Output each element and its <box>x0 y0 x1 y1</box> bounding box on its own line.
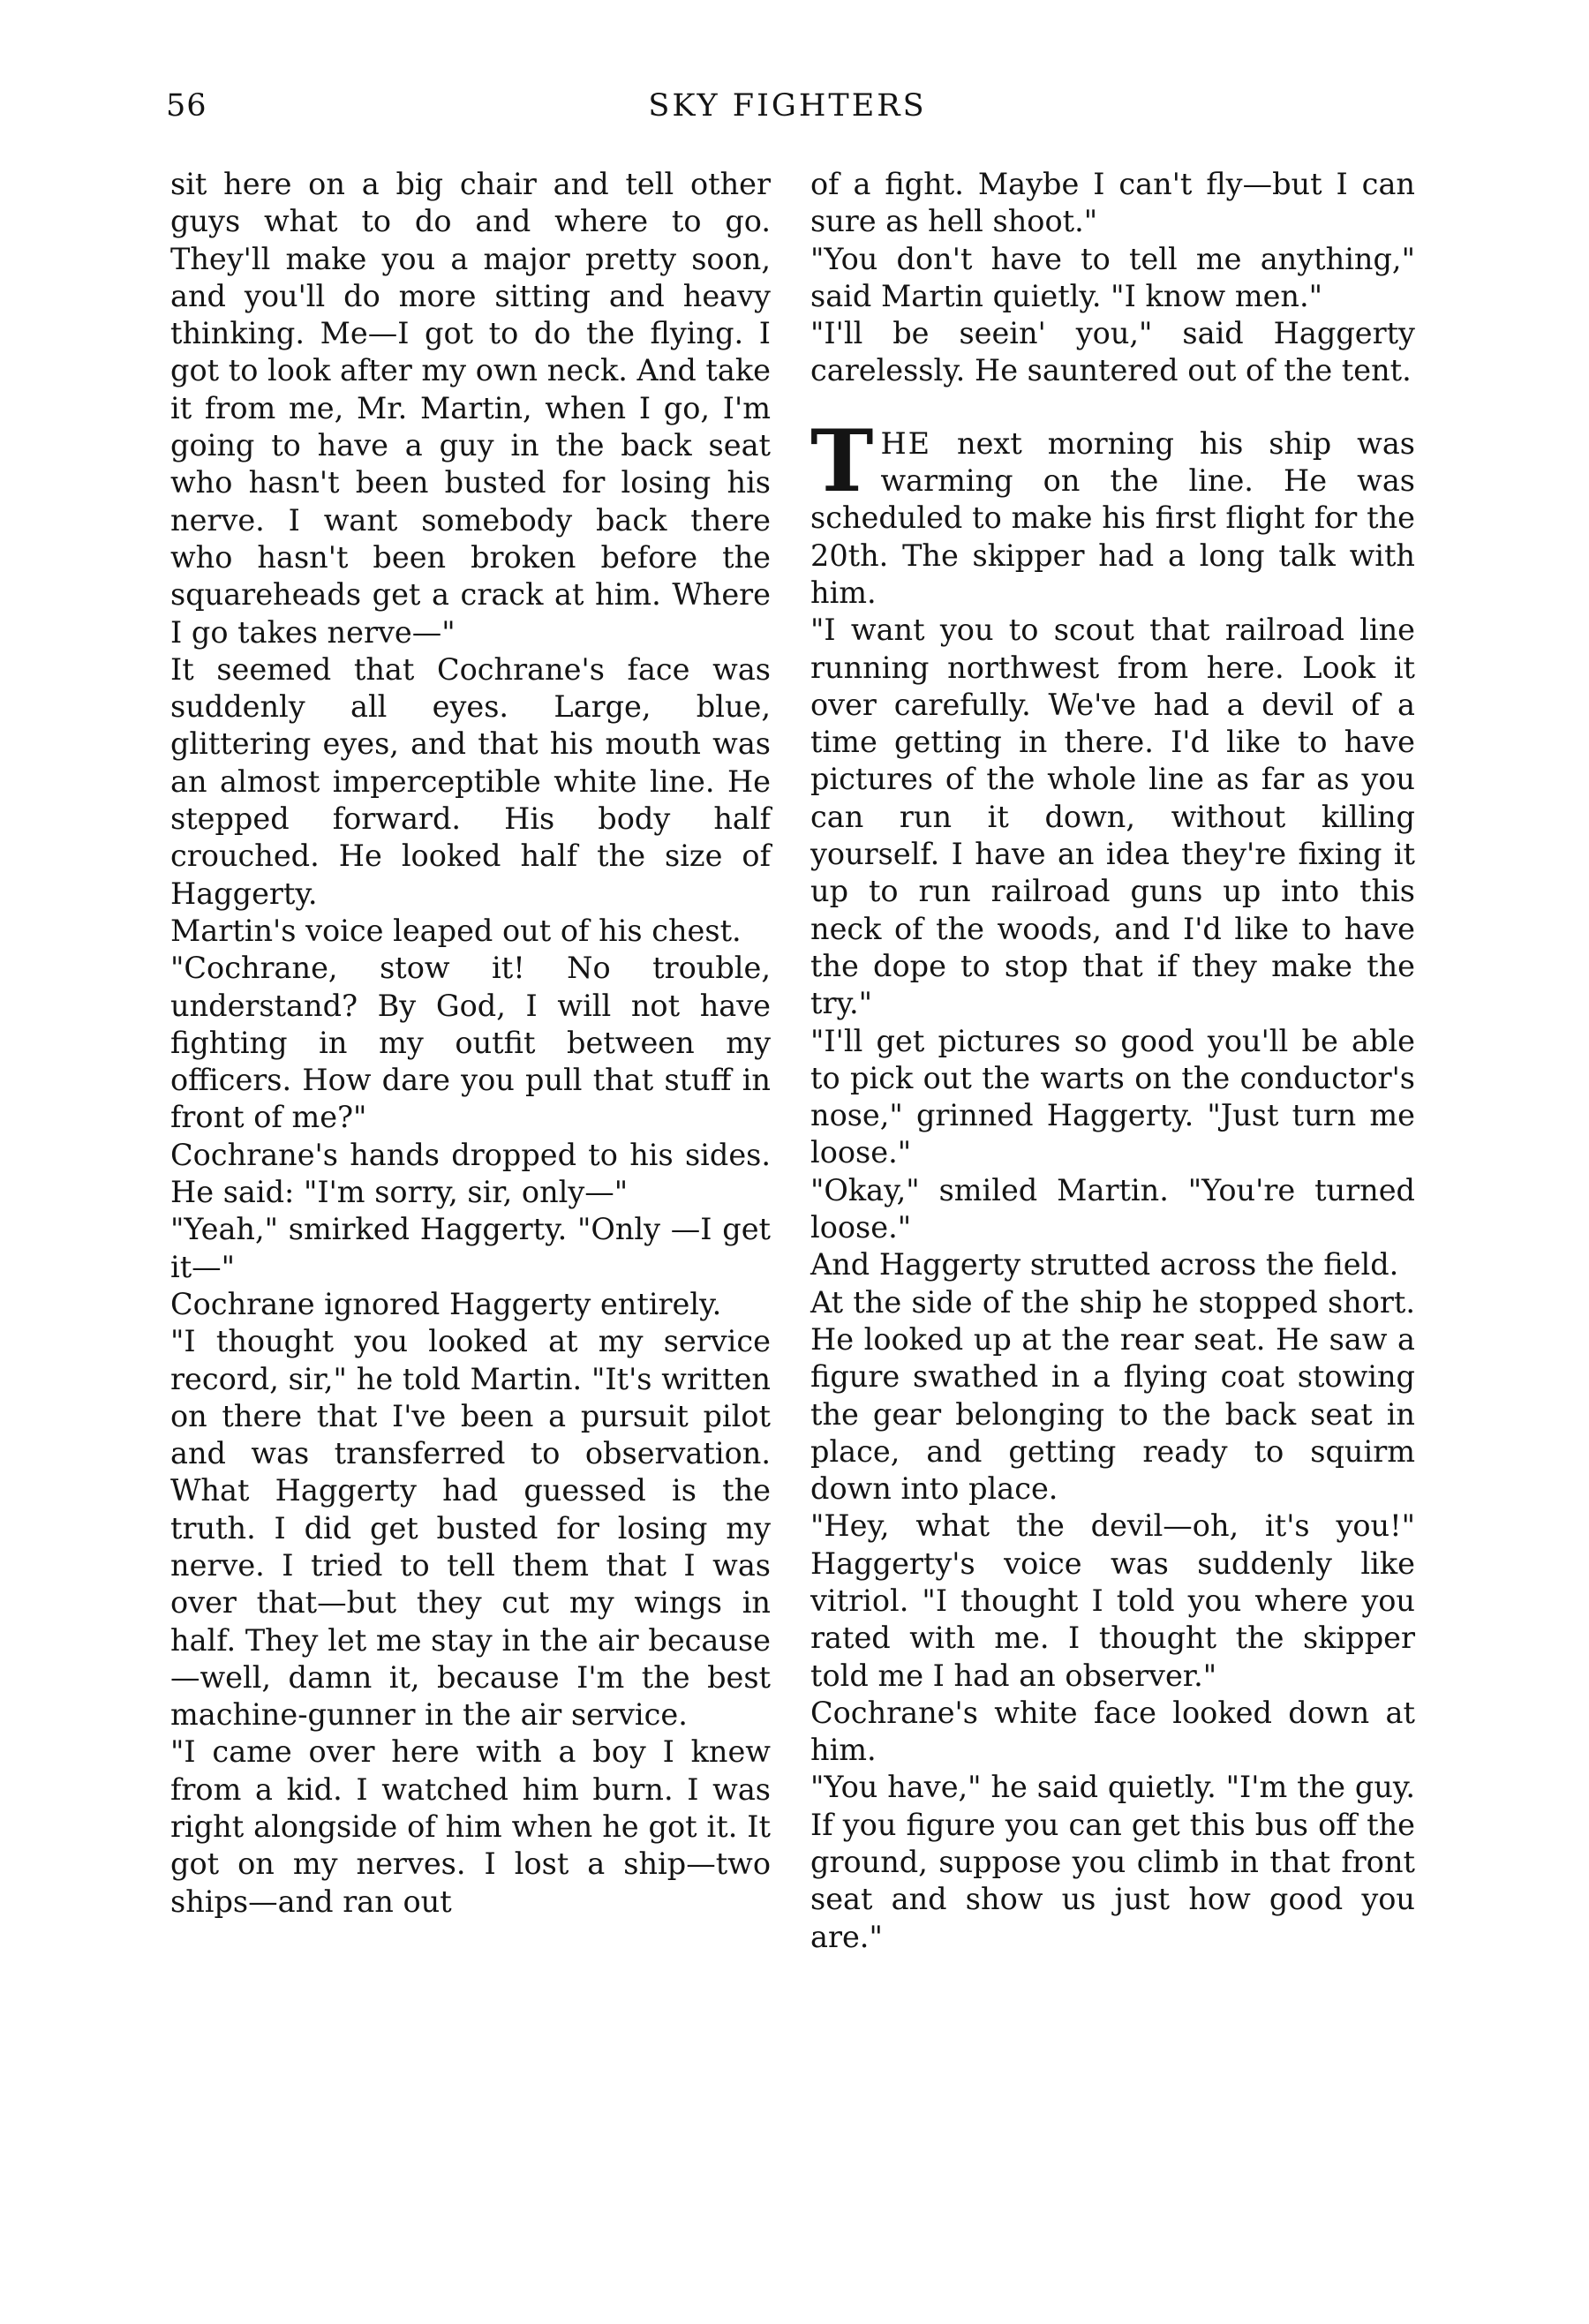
paragraph: Cochrane's hands dropped to his sides. He said: "I'm sorry, sir, only—" <box>170 1137 771 1210</box>
paragraph: "You have," he said quietly. "I'm the guy. If you figure you can get this bus off the ground, suppose you climb in that front seat and show us just how good you are." <box>810 1770 1415 1954</box>
paragraph: "I'll be seein' you," said Haggerty carelessly. He sauntered out of the tent. <box>810 316 1415 388</box>
paragraph: sit here on a big chair and tell other guys what to do and where to go. They'll make you a major pretty soon, and you'll do more sitting and heavy thinking. Me—I got to do the flying. I got to look after my own neck. And take it from me, Mr. Martin, when I go, I'm going to have a guy in the back seat who hasn't been busted for losing his nerve. I want somebody back there who hasn't been broken before the squareheads get a crack at him. Where I go takes nerve—" <box>170 167 771 650</box>
running-title: SKY FIGHTERS <box>648 88 927 124</box>
section-opening-paragraph <box>810 410 1415 612</box>
paragraph: "Hey, what the devil—oh, it's you!" Haggerty's voice was suddenly like vitriol. "I thought I told you where you rated with me. I thought the skipper told me I had an observer." <box>810 1508 1415 1693</box>
paragraph: Cochrane's white face looked down at him. <box>810 1695 1415 1768</box>
drop-cap: T <box>810 410 874 511</box>
paragraph: "You don't have to tell me anything," said Martin quietly. "I know men." <box>810 241 1415 313</box>
paragraph: "I thought you looked at my service record, sir," he told Martin. "It's written on there that I've been a pursuit pilot and was transferred to observation. What Haggerty had guessed is the truth. I did get busted for losing my nerve. I tried to tell them that I was over that—but they cut my wings in half. They let me stay in the air because—well, damn it, because I'm the best machine-gunner in the air service. <box>170 1324 771 1733</box>
paragraph: Cochrane ignored Haggerty entirely. <box>170 1286 722 1321</box>
paragraph: And Haggerty strutted across the field. <box>810 1247 1399 1282</box>
paragraph: "Yeah," smirked Haggerty. "Only —I get it—" <box>170 1212 771 1284</box>
paragraph: "Okay," smiled Martin. "You're turned loose." <box>810 1172 1415 1245</box>
section-opening-text: next morning his ship was warming on the line. He was scheduled to make his first flight for the 20th. The skipper had a long talk with him. <box>810 425 1415 610</box>
right-column <box>810 166 1415 1956</box>
paragraph: At the side of the ship he stopped short. He looked up at the rear seat. He saw a figure swathed in a flying coat stowing the gear belonging to the back seat in place, and getting ready to squirm down into place. <box>810 1284 1415 1507</box>
page-number: 56 <box>166 88 207 124</box>
paragraph: "I'll get pictures so good you'll be able to pick out the warts on the conductor's nose," grinned Haggerty. "Just turn me loose." <box>810 1023 1415 1170</box>
paragraph: "I came over here with a boy I knew from a kid. I watched him burn. I was right alongside of him when he got it. It got on my nerves. I lost a ship—two ships—and ran out <box>170 1734 771 1919</box>
paragraph: "Cochrane, stow it! No trouble, understand? By God, I will not have fighting in my outfit between my officers. How dare you pull that stuff in front of me?" <box>170 951 771 1135</box>
left-column <box>170 166 771 1921</box>
paragraph: "I want you to scout that railroad line running northwest from here. Look it over carefully. We've had a devil of a time getting in there. I'd like to have pictures of the whole line as far as you can run it down, without killing yourself. I have an idea they're fixing it up to run railroad guns up into this neck of the woods, and I'd like to have the dope to stop that if they make the try." <box>810 613 1415 1021</box>
paragraph: of a fight. Maybe I can't fly—but I can sure as hell shoot." <box>810 167 1415 239</box>
section-smallcaps: HE <box>880 425 932 461</box>
page-header <box>166 88 1409 141</box>
paragraph: It seemed that Cochrane's face was suddenly all eyes. Large, blue, glittering eyes, and that his mouth was an almost imperceptible white line. He stepped forward. His body half crouched. He looked half the size of Haggerty. <box>170 651 771 911</box>
paragraph: Martin's voice leaped out of his chest. <box>170 913 742 948</box>
